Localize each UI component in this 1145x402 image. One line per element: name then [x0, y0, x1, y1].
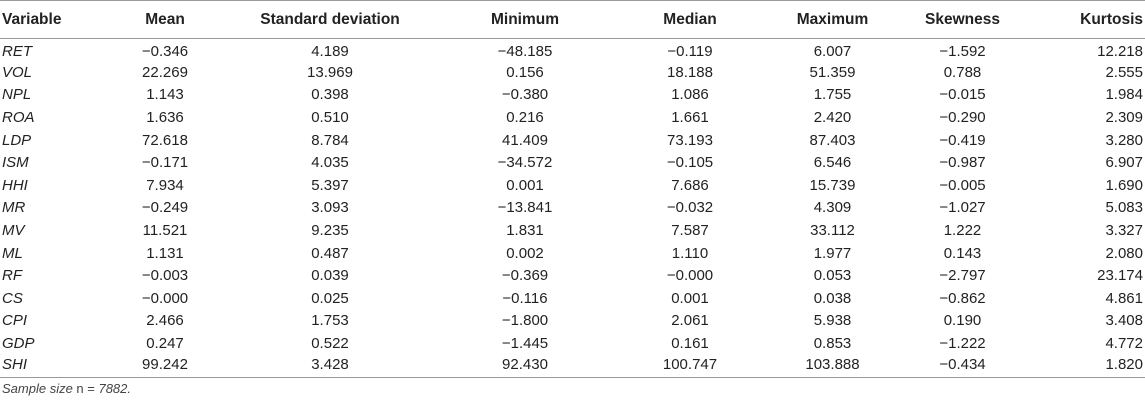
- cell-skewness: −0.419: [939, 131, 986, 149]
- table-row: [0, 219, 1145, 242]
- cell-minimum: 0.156: [506, 63, 544, 81]
- cell-maximum: 2.420: [813, 109, 852, 127]
- cell-median: 18.188: [667, 63, 713, 81]
- cell-standard-deviation: 0.487: [311, 244, 349, 262]
- table-row: [0, 84, 1145, 107]
- cell-maximum: 103.888: [760, 355, 905, 378]
- table-row: [0, 242, 1145, 265]
- cell-kurtosis: 12.218: [1097, 43, 1143, 61]
- table-row: [0, 310, 1145, 333]
- cell-variable: LDP: [2, 131, 32, 149]
- footnote-value: 7882.: [98, 381, 132, 396]
- cell-median: −0.119: [667, 43, 713, 61]
- cell-maximum: 5.938: [813, 312, 852, 330]
- cell-standard-deviation: 5.397: [311, 176, 349, 194]
- cell-kurtosis: 1.820: [1020, 355, 1145, 378]
- table-row: [0, 355, 1145, 378]
- cell-skewness: 1.222: [943, 222, 982, 240]
- cell-mean: 1.131: [146, 244, 184, 262]
- table-row: [0, 174, 1145, 197]
- cell-median: −0.105: [666, 154, 714, 172]
- cell-minimum: 92.430: [430, 355, 620, 378]
- cell-standard-deviation: 0.510: [311, 109, 349, 127]
- cell-kurtosis: 2.309: [1105, 109, 1143, 127]
- cell-standard-deviation: 0.398: [311, 86, 349, 104]
- table-row: [0, 197, 1145, 220]
- cell-maximum: 0.038: [813, 289, 852, 307]
- cell-minimum: −1.445: [501, 335, 549, 353]
- cell-variable: CS: [2, 289, 23, 307]
- table-row: [0, 287, 1145, 310]
- cell-skewness: −0.434: [905, 355, 1020, 378]
- header-minimum: Minimum: [430, 1, 620, 39]
- footnote-n-label: n =: [76, 381, 99, 396]
- cell-maximum: 0.853: [813, 335, 852, 353]
- cell-standard-deviation: 4.035: [311, 154, 349, 172]
- cell-median: 73.193: [667, 131, 713, 149]
- cell-median: 7.686: [671, 176, 709, 194]
- cell-minimum: −0.116: [502, 289, 548, 307]
- table-row: [0, 151, 1145, 174]
- table-body: [0, 39, 1145, 378]
- cell-median: −0.000: [666, 267, 714, 285]
- cell-variable: ML: [2, 244, 23, 262]
- cell-median: 2.061: [671, 312, 709, 330]
- cell-minimum: 0.001: [506, 176, 544, 194]
- cell-variable: VOL: [2, 63, 33, 81]
- table-row: [0, 61, 1145, 84]
- cell-mean: 0.247: [146, 335, 184, 353]
- cell-skewness: −2.797: [939, 267, 986, 285]
- cell-skewness: 0.143: [943, 244, 982, 262]
- header-variable: Variable: [0, 1, 100, 39]
- cell-skewness: 0.190: [943, 312, 982, 330]
- cell-median: 1.110: [671, 244, 709, 262]
- cell-minimum: 1.831: [506, 222, 544, 240]
- header-mean: Mean: [100, 1, 230, 39]
- cell-variable: RET: [2, 43, 32, 61]
- cell-mean: −0.003: [141, 267, 189, 285]
- cell-minimum: 41.409: [502, 131, 548, 149]
- cell-skewness: −0.015: [939, 86, 986, 104]
- table-row: [0, 129, 1145, 152]
- cell-median: 0.001: [671, 289, 709, 307]
- cell-mean: 72.618: [142, 131, 188, 149]
- cell-skewness: −0.290: [939, 109, 986, 127]
- cell-kurtosis: 1.690: [1105, 176, 1143, 194]
- cell-mean: 1.636: [146, 109, 184, 127]
- cell-variable: ROA: [2, 109, 35, 127]
- header-standard-deviation: Standard deviation: [230, 1, 430, 39]
- cell-maximum: 87.403: [809, 131, 856, 149]
- cell-mean: 99.242: [100, 355, 230, 378]
- cell-kurtosis: 2.555: [1105, 63, 1143, 81]
- cell-mean: 1.143: [146, 86, 184, 104]
- cell-minimum: 0.002: [506, 244, 544, 262]
- cell-kurtosis: 3.280: [1105, 131, 1143, 149]
- cell-kurtosis: 3.408: [1105, 312, 1143, 330]
- cell-variable: MR: [2, 199, 26, 217]
- cell-minimum: −0.369: [501, 267, 549, 285]
- cell-skewness: −1.592: [939, 43, 986, 61]
- cell-mean: −0.000: [141, 289, 189, 307]
- header-median: Median: [620, 1, 760, 39]
- cell-skewness: −1.027: [939, 199, 986, 217]
- cell-skewness: −0.005: [939, 176, 986, 194]
- cell-maximum: 0.053: [813, 267, 852, 285]
- cell-maximum: 1.977: [813, 244, 852, 262]
- cell-minimum: −13.841: [497, 199, 553, 217]
- cell-standard-deviation: 0.039: [311, 267, 349, 285]
- cell-median: 7.587: [671, 222, 709, 240]
- table-row: [0, 106, 1145, 129]
- cell-maximum: 51.359: [809, 63, 856, 81]
- header-maximum: Maximum: [760, 1, 905, 39]
- header-kurtosis: Kurtosis: [1020, 1, 1145, 39]
- cell-standard-deviation: 13.969: [307, 63, 353, 81]
- cell-variable: NPL: [2, 86, 32, 104]
- cell-mean: −0.346: [141, 43, 189, 61]
- cell-kurtosis: 4.861: [1105, 289, 1143, 307]
- cell-median: 1.086: [671, 86, 709, 104]
- header-skewness: Skewness: [905, 1, 1020, 39]
- cell-median: 1.661: [671, 109, 709, 127]
- cell-standard-deviation: 8.784: [311, 131, 349, 149]
- cell-variable: CPI: [2, 312, 28, 330]
- cell-variable: SHI: [0, 355, 100, 378]
- cell-variable: HHI: [2, 176, 28, 194]
- cell-mean: −0.249: [141, 199, 189, 217]
- table-row: [0, 332, 1145, 355]
- cell-standard-deviation: 1.753: [311, 312, 349, 330]
- table-row: [0, 264, 1145, 287]
- cell-minimum: −1.800: [501, 312, 549, 330]
- cell-skewness: −0.862: [939, 289, 986, 307]
- cell-skewness: −0.987: [939, 154, 986, 172]
- cell-skewness: 0.788: [943, 63, 982, 81]
- cell-minimum: −48.185: [497, 43, 553, 61]
- cell-maximum: 6.546: [813, 154, 852, 172]
- cell-maximum: 33.112: [810, 222, 855, 240]
- cell-standard-deviation: 0.025: [311, 289, 349, 307]
- cell-median: 100.747: [620, 355, 760, 378]
- footnote-sample-size: [2, 381, 131, 396]
- cell-mean: 2.466: [146, 312, 184, 330]
- cell-maximum: 15.739: [809, 176, 856, 194]
- cell-kurtosis: 5.083: [1105, 199, 1143, 217]
- cell-mean: 11.521: [142, 222, 188, 240]
- cell-variable: ISM: [2, 154, 29, 172]
- cell-minimum: 0.216: [506, 109, 544, 127]
- cell-variable: MV: [2, 222, 25, 240]
- cell-median: 0.161: [671, 335, 709, 353]
- cell-standard-deviation: 4.189: [311, 43, 349, 61]
- table-row: [0, 39, 1145, 62]
- cell-mean: 7.934: [146, 176, 184, 194]
- cell-standard-deviation: 0.522: [311, 335, 349, 353]
- header-row: [0, 1, 1145, 39]
- cell-standard-deviation: 9.235: [311, 222, 349, 240]
- cell-median: −0.032: [666, 199, 714, 217]
- cell-skewness: −1.222: [939, 335, 986, 353]
- cell-standard-deviation: 3.093: [311, 199, 349, 217]
- cell-kurtosis: 1.984: [1105, 86, 1143, 104]
- cell-kurtosis: 2.080: [1105, 244, 1143, 262]
- cell-maximum: 4.309: [813, 199, 852, 217]
- table-header: [0, 1, 1145, 39]
- cell-kurtosis: 6.907: [1105, 154, 1143, 172]
- cell-kurtosis: 23.174: [1097, 267, 1143, 285]
- cell-maximum: 1.755: [813, 86, 852, 104]
- cell-kurtosis: 3.327: [1105, 222, 1143, 240]
- cell-variable: RF: [2, 267, 22, 285]
- footnote-prefix: Sample size: [2, 381, 77, 396]
- cell-standard-deviation: 3.428: [230, 355, 430, 378]
- cell-mean: 22.269: [142, 63, 188, 81]
- cell-minimum: −34.572: [497, 154, 553, 172]
- cell-maximum: 6.007: [813, 43, 852, 61]
- cell-kurtosis: 4.772: [1105, 335, 1143, 353]
- cell-variable: GDP: [2, 335, 35, 353]
- cell-mean: −0.171: [141, 154, 189, 172]
- cell-minimum: −0.380: [501, 86, 549, 104]
